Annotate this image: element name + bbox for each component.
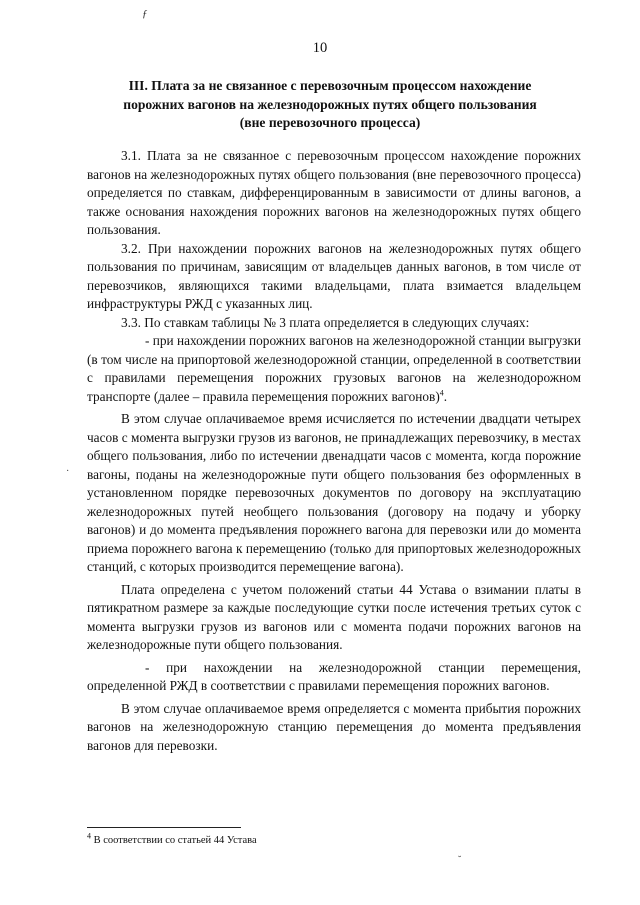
scan-speck: · — [66, 466, 70, 477]
scan-mark: ƒ — [142, 8, 148, 20]
scan-speck: ˘ — [458, 855, 462, 866]
footnote-reference: 4 — [439, 388, 444, 398]
footnote — [87, 831, 581, 848]
footnote-marker: 4 — [87, 831, 91, 841]
paragraph-3-2: 3.2. При нахождении порожних вагонов на железнодорожных путях общего пользования по причинам, зависящим от владельцев данных вагонов, в том числе от перевозчиков, являющихся такими владельцами, плата взимается владельцем инфраструктуры РЖД с указанных лиц. — [87, 240, 581, 311]
heading-line: порожних вагонов на железнодорожных путях общего пользования — [123, 96, 537, 112]
heading-line: (вне перевозочного процесса) — [239, 115, 421, 130]
list-item — [87, 332, 581, 406]
footnote-separator — [87, 827, 241, 828]
list-item-end: . — [443, 388, 448, 404]
list-item-text: - при нахождении порожних вагонов на железнодорожной станции выгрузки (в том числе на припортовой железнодорожной станции, определенной в соответствии с правилами перемещения порожних грузовых вагонов на железнодорожном транспорте (далее – правила перемещения порожних вагонов) — [87, 333, 581, 404]
section-heading — [70, 77, 590, 133]
document-body — [87, 147, 581, 755]
paragraph: Плата определена с учетом положений статьи 44 Устава о взимании платы в пятикратном размере за каждые последующие сутки после истечения третьих суток с момента выгрузки грузов из вагонов или с момента подачи порожних вагонов на железнодорожные пути общего пользования. — [87, 581, 581, 652]
list-item: - при нахождении на железнодорожной станции перемещения, определенной РЖД в соответствии с правилами перемещения порожних вагонов. — [87, 659, 581, 693]
paragraph: В этом случае оплачиваемое время определяется с момента прибытия порожних вагонов на железнодорожную станцию перемещения до момента предъявления вагонов для перевозки. — [87, 700, 581, 753]
heading-line: III. Плата за не связанное с перевозочным процессом нахождение — [128, 78, 532, 93]
paragraph: В этом случае оплачиваемое время исчисляется по истечении двадцати четырех часов с момента выгрузки грузов из вагонов, не принадлежащих перевозчику, в местах общего пользования, либо по истечении двенадцати часов с момента, когда порожние вагоны, поданы на железнодорожные пути общего пользования без оформленных в установленном порядке перевозочных документов по договору на эксплуатацию железнодорожных путей необщего пользования (договору на подачу и уборку вагонов) и до момента предъявления порожнего вагона для перевозки или до момента приема порожнего вагона к перемещению (только для припортовых железнодорожных станций, с которых производится перемещение вагона). — [87, 411, 581, 574]
paragraph-3-3: 3.3. По ставкам таблицы № 3 плата определяется в следующих случаях: — [121, 314, 530, 330]
paragraph-3-1: 3.1. Плата за не связанное с перевозочным процессом нахождение порожних вагонов на железнодорожных путях общего пользования (вне перевозочного процесса) определяется по ставкам, дифференцированным в зависимости от длины вагонов, а также основания нахождения порожних вагонов на железнодорожных путях общего пользования. — [87, 148, 581, 237]
page-number: 10 — [312, 40, 328, 56]
footnote-text: В соответствии со статьей 44 Устава — [91, 835, 257, 846]
